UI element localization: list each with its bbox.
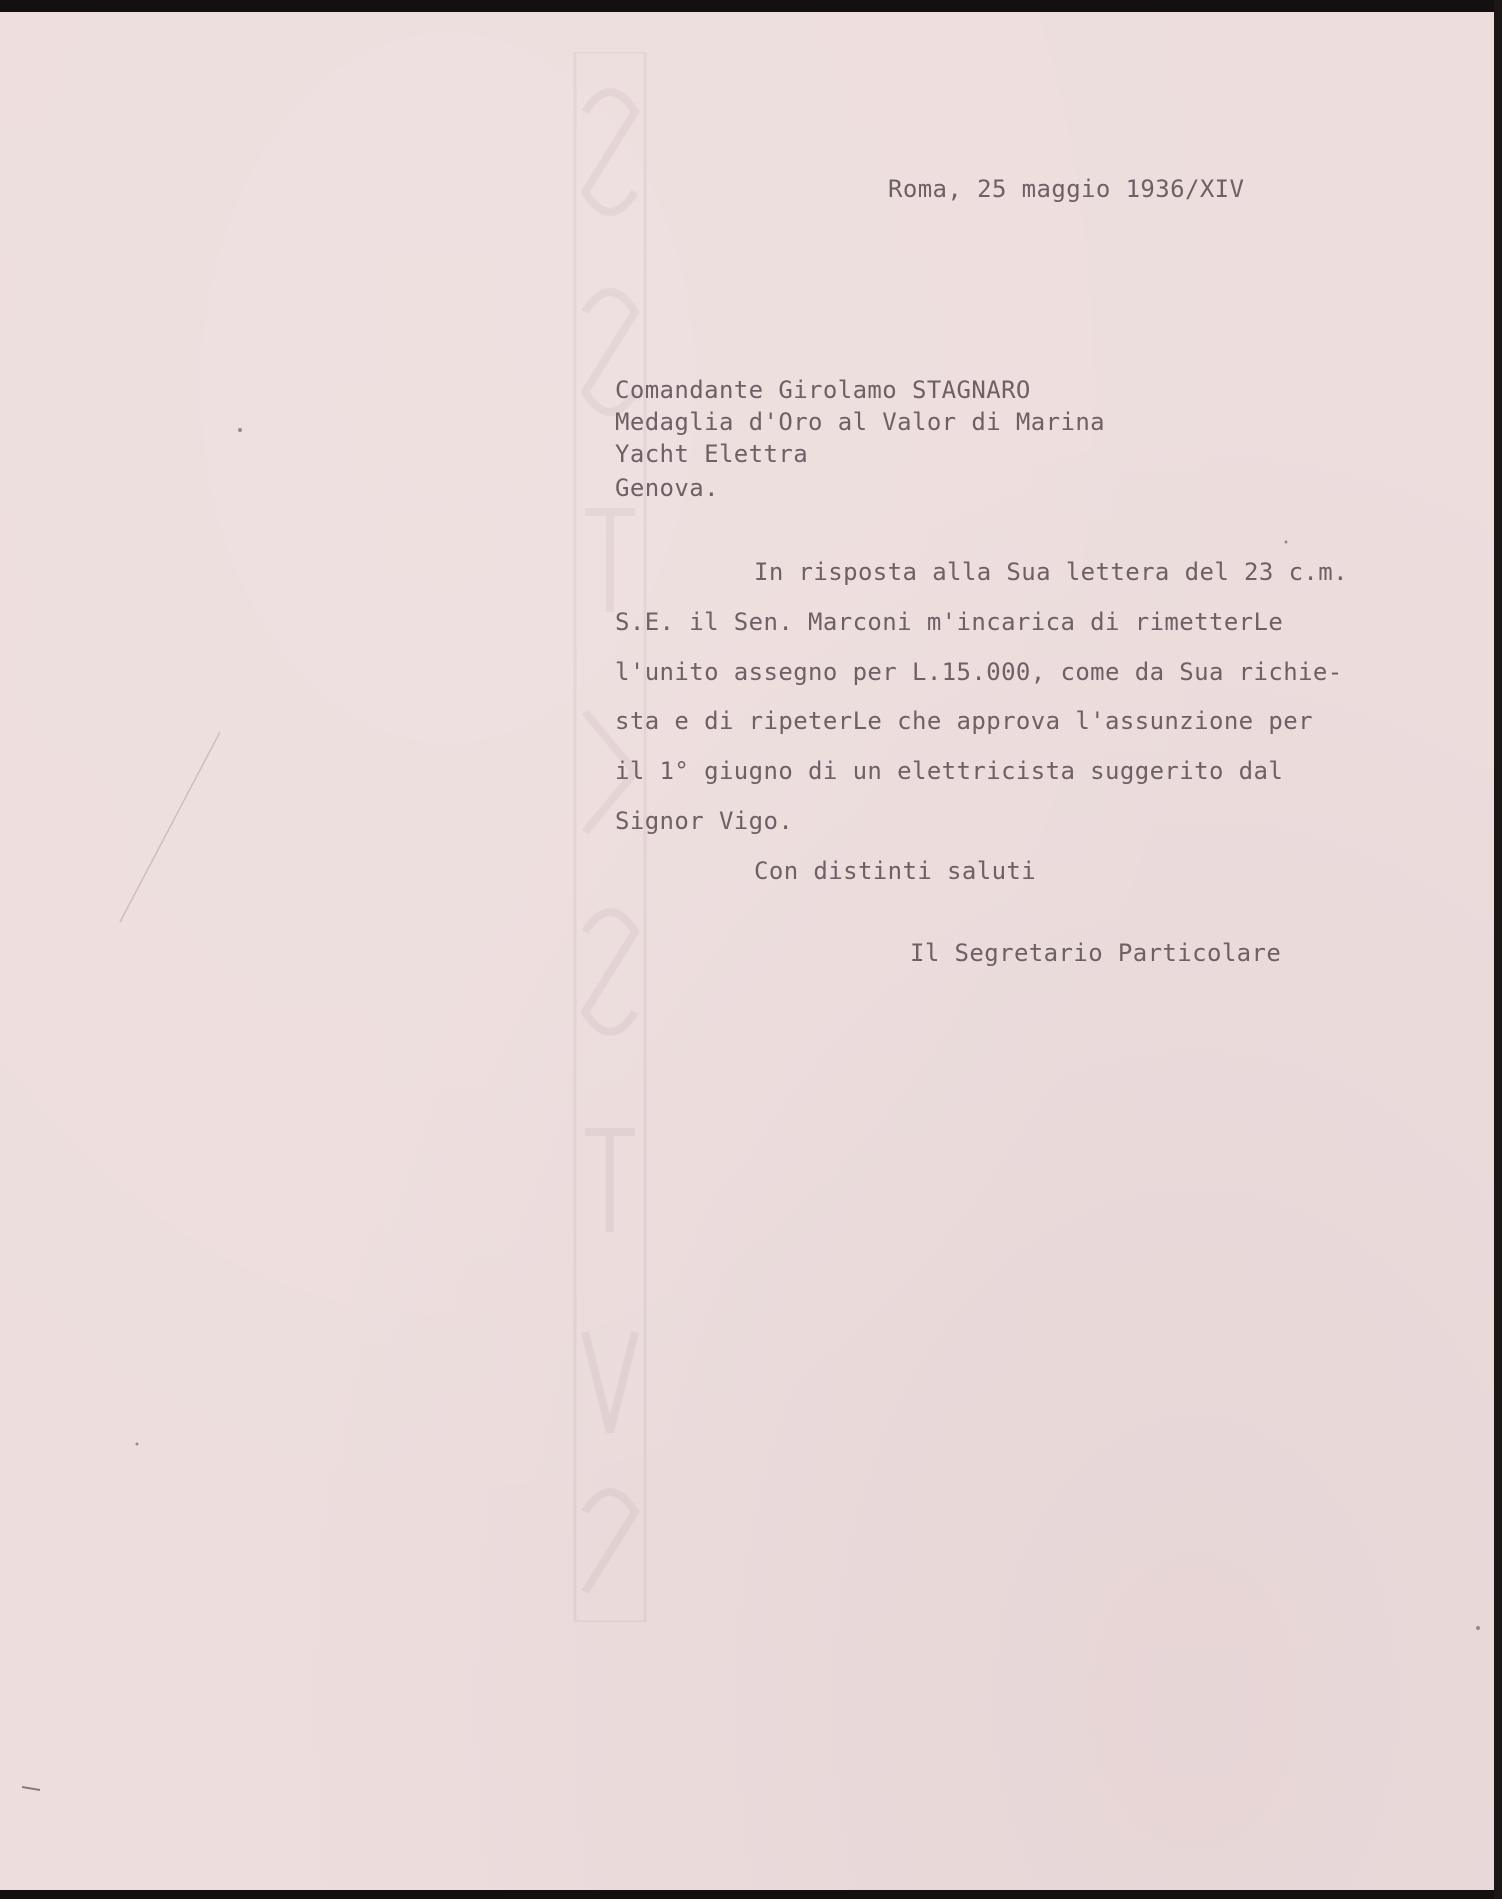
letter-closing: Con distinti saluti xyxy=(754,857,1037,885)
recipient-name: Comandante Girolamo STAGNARO xyxy=(615,376,1031,404)
signature-title: Il Segretario Particolare xyxy=(910,939,1282,967)
scan-edge xyxy=(1494,0,1502,1899)
recipient-vessel: Yacht Elettra xyxy=(615,440,809,468)
body-line: In risposta alla Sua lettera del 23 c.m. xyxy=(754,558,1348,586)
body-line: S.E. il Sen. Marconi m'incarica di rimetterLe xyxy=(615,608,1284,636)
recipient-title: Medaglia d'Oro al Valor di Marina xyxy=(615,408,1106,436)
body-line: Signor Vigo. xyxy=(615,807,794,835)
body-line: sta e di ripeterLe che approva l'assunzione per xyxy=(615,707,1313,735)
recipient-city: Genova. xyxy=(615,474,719,502)
paper-sheet xyxy=(0,12,1494,1890)
body-line: l'unito assegno per L.15.000, come da Sua richie- xyxy=(615,658,1343,686)
letter-date: Roma, 25 maggio 1936/XIV xyxy=(888,175,1245,203)
body-line: il 1° giugno di un elettricista suggerito dal xyxy=(615,757,1284,785)
